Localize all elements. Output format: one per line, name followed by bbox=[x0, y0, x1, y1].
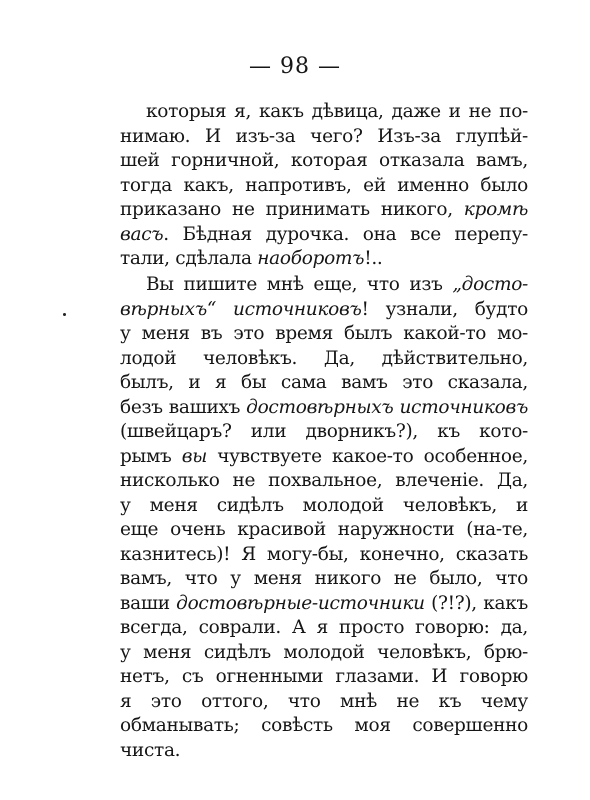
italic-phrase: васъ bbox=[120, 223, 164, 245]
text-line: тогда какъ, напротивъ, ей именно было bbox=[120, 174, 528, 196]
italic-phrase: наоборотъ bbox=[257, 248, 365, 269]
ink-speck bbox=[63, 313, 66, 316]
text-line: нимаю. И изъ-за чего? Изъ-за глупѣй- bbox=[120, 125, 528, 147]
text-line: всегда, соврали. А я просто говорю: да, bbox=[120, 617, 528, 638]
text-line: былъ, и я бы сама вамъ это сказала, bbox=[120, 372, 528, 393]
text-line: нетъ, съ огненными глазами. И говорю bbox=[120, 666, 528, 687]
text-line: рымъ вы чувствуете какое-то особенное, bbox=[120, 445, 529, 467]
text-line: лодой человѣкъ. Да, дѣйствительно, bbox=[120, 347, 528, 369]
paragraph-2 bbox=[120, 273, 528, 763]
italic-phrase: вы bbox=[181, 445, 207, 467]
text-line: вамъ, что у меня никого не было, что bbox=[120, 568, 528, 589]
text-line: еще очень красивой наружности (на-те, bbox=[120, 519, 528, 540]
text-line: у меня въ это время былъ какой-то мо- bbox=[120, 323, 528, 344]
text-line: которыя я, какъ дѣвица, даже и не по- bbox=[146, 101, 528, 122]
text-line: безъ вашихъ достовѣрныхъ источниковъ bbox=[120, 396, 528, 418]
paragraph-1 bbox=[120, 100, 528, 272]
text-line: нисколько не похвальное, влеченiе. Да, bbox=[120, 470, 528, 491]
page-number: — 98 — bbox=[249, 54, 341, 79]
text-line: тали, сдѣлала наоборотъ!.. bbox=[120, 248, 383, 269]
text-line: вѣрныхъ“ источниковъ! узнали, будто bbox=[120, 298, 528, 320]
italic-phrase: достовѣрные-источники bbox=[176, 592, 425, 614]
italic-phrase: достовѣрныхъ источниковъ bbox=[246, 396, 528, 418]
italic-phrase: вѣрныхъ“ источниковъ bbox=[120, 298, 362, 320]
text-line: приказано не принимать никого, кромѣ bbox=[120, 199, 528, 220]
text-line: чиста. bbox=[120, 739, 181, 761]
text-line: шей горничной, которая отказала вамъ, bbox=[120, 150, 528, 171]
text-line: Вы пишите мнѣ еще, что изъ „досто- bbox=[146, 274, 528, 295]
text-line: у меня сидѣлъ молодой человѣкъ, брю- bbox=[120, 641, 528, 663]
italic-phrase: кромѣ bbox=[463, 199, 528, 220]
text-line: (швейцаръ? или дворникъ?), къ кото- bbox=[120, 421, 528, 442]
italic-phrase: „досто- bbox=[452, 274, 528, 295]
text-line: обманывать; совѣсть моя совершенно bbox=[120, 715, 528, 736]
text-line: васъ. Бѣдная дурочка. она все перепу- bbox=[120, 223, 528, 245]
text-line: казнитесь)! Я могу-бы, конечно, сказать bbox=[120, 543, 528, 565]
text-line: я это оттого, что мнѣ не къ чему bbox=[120, 690, 528, 712]
text-line: у меня сидѣлъ молодой человѣкъ, и bbox=[120, 494, 528, 516]
text-line: ваши достовѣрные-источники (?!?), какъ bbox=[120, 592, 528, 614]
